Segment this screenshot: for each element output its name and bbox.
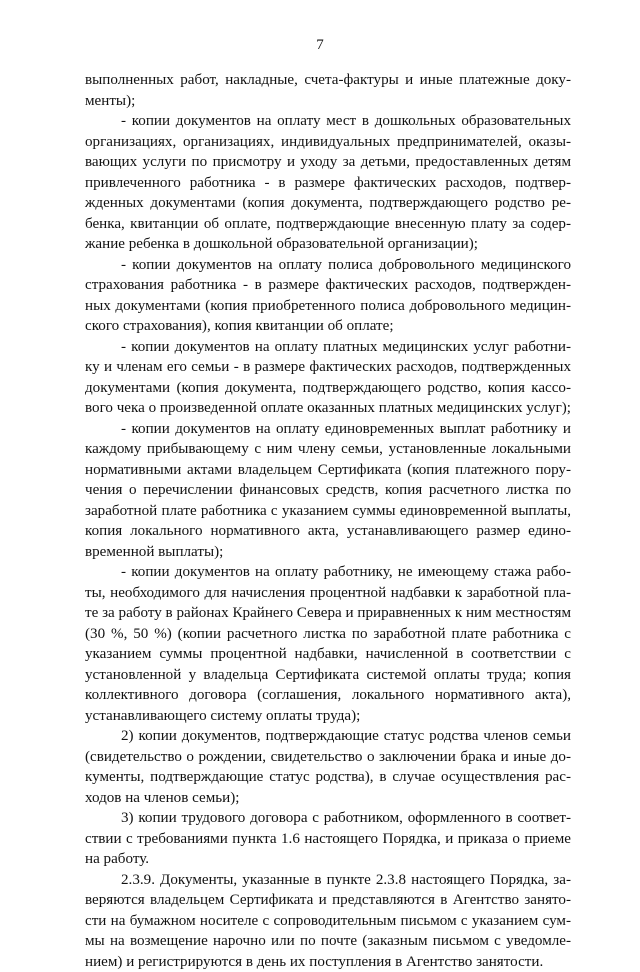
text-line: (30 %, 50 %) (копии расчетного листка по заработной плате работника с	[85, 624, 571, 645]
text-line: 3) копии трудового договора с работником, оформленного в соответ-	[85, 808, 571, 829]
text-line: ку и членам его семьи - в размере фактических расходов, подтвержденных	[85, 357, 571, 378]
text-line: 2) копии документов, подтверждающие статус родства членов семьи	[85, 726, 571, 747]
text-line: копия локального нормативного акта, устанавливающего размер едино-	[85, 521, 571, 542]
text-line: (свидетельство о рождении, свидетельство о заключении брака и иные до-	[85, 747, 571, 768]
text-line: организациях, организациях, индивидуальных предпринимателей, оказы-	[85, 132, 571, 153]
text-line: ходов на членов семьи);	[85, 788, 571, 809]
text-line: чения о перечислении финансовых средств, копия расчетного листка по	[85, 480, 571, 501]
text-line: документами (копия документа, подтверждающего родство, копия кассо-	[85, 378, 571, 399]
page-number: 7	[0, 37, 640, 54]
text-line: сти на бумажном носителе с сопроводительным письмом с указанием сум-	[85, 911, 571, 932]
text-line: - копии документов на оплату мест в дошкольных образовательных	[85, 111, 571, 132]
text-line: веряются владельцем Сертификата и представляются в Агентство занято-	[85, 890, 571, 911]
text-line: установленной у владельца Сертификата системой оплаты труда; копия	[85, 665, 571, 686]
text-line: - копии документов на оплату работнику, не имеющему стажа рабо-	[85, 562, 571, 583]
text-line: страхования работника - в размере фактических расходов, подтвержден-	[85, 275, 571, 296]
text-line: бенка, квитанции об оплате, подтверждающие внесенную плату за содер-	[85, 214, 571, 235]
text-line: мы на возмещение нарочно или по почте (заказным письмом с уведомле-	[85, 931, 571, 952]
text-line: жденных документами (копия документа, подтверждающего родство ре-	[85, 193, 571, 214]
text-line: ты, необходимого для начисления процентной надбавки к заработной пла-	[85, 583, 571, 604]
text-line: заработной плате работника с указанием суммы единовременной выплаты,	[85, 501, 571, 522]
text-line: ского страхования), копия квитанции об оплате;	[85, 316, 571, 337]
text-line: временной выплаты);	[85, 542, 571, 563]
text-line: - копии документов на оплату полиса добровольного медицинского	[85, 255, 571, 276]
text-line: жание ребенка в дошкольной образовательной организации);	[85, 234, 571, 255]
text-line: устанавливающего систему оплаты труда);	[85, 706, 571, 727]
text-line: ствии с требованиями пункта 1.6 настоящего Порядка, и приказа о приеме	[85, 829, 571, 850]
text-line: на работу.	[85, 849, 571, 870]
text-line: кументы, подтверждающие статус родства), в случае осуществления рас-	[85, 767, 571, 788]
text-line: привлеченного работника - в размере фактических расходов, подтвер-	[85, 173, 571, 194]
text-line: нием) и регистрируются в день их поступления в Агентство занятости.	[85, 952, 571, 972]
text-line: вающих услуги по присмотру и уходу за детьми, предоставленных детям	[85, 152, 571, 173]
text-line: каждому прибывающему с ним члену семьи, установленные локальными	[85, 439, 571, 460]
text-line: 2.3.9. Документы, указанные в пункте 2.3.8 настоящего Порядка, за-	[85, 870, 571, 891]
text-line: те за работу в районах Крайнего Севера и приравненных к ним местностям	[85, 603, 571, 624]
text-line: - копии документов на оплату единовременных выплат работнику и	[85, 419, 571, 440]
text-line: коллективного договора (соглашения, локального нормативного акта),	[85, 685, 571, 706]
text-line: указанием суммы процентной надбавки, начисленной в соответствии с	[85, 644, 571, 665]
text-line: - копии документов на оплату платных медицинских услуг работни-	[85, 337, 571, 358]
text-line: ных документами (копия приобретенного полиса добровольного медицин-	[85, 296, 571, 317]
text-line: нормативными актами владельцем Сертификата (копия платежного пору-	[85, 460, 571, 481]
text-line: вого чека о произведенной оплате оказанных платных медицинских услуг);	[85, 398, 571, 419]
text-line: менты);	[85, 91, 571, 112]
document-body	[85, 70, 571, 972]
text-line: выполненных работ, накладные, счета-фактуры и иные платежные доку-	[85, 70, 571, 91]
